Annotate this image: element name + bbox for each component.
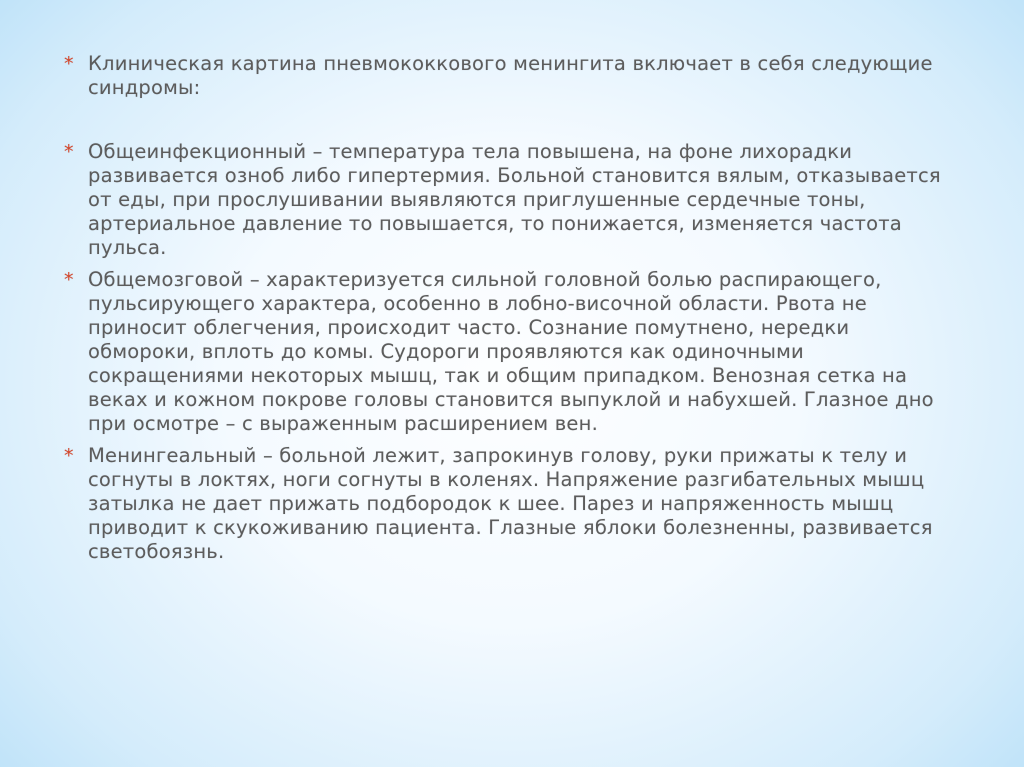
- bullet-cerebral: [62, 268, 962, 436]
- bullet-text: Менингеальный – больной лежит, запрокинув голову, руки прижаты к телу и согнуты в локтях, ноги согнуты в коленях. Напряжение разгибательных мышц затылка не дает прижать подбородок к шее. Парез и напряженность мышц приводит к скукоживанию пациента. Глазные яблоки болезненны, развивается светобоязнь.: [88, 444, 933, 563]
- bullet-general-infectious: [62, 140, 962, 260]
- bullet-text: Общемозговой – характеризуется сильной головной болью распирающего, пульсирующего характера, особенно в лобно-височной области. Рвота не приносит облегчения, происходит часто. Сознание помутнено, нередки обмороки, вплоть до комы. Судороги проявляются как одиночными сокращениями некоторых мышц, так и общим припадком. Венозная сетка на веках и кожном покрове головы становится выпуклой и набухшей. Глазное дно при осмотре – с выраженным расширением вен.: [88, 268, 934, 435]
- bullet-meningeal: [62, 444, 962, 564]
- bullet-star-icon: *: [64, 269, 74, 291]
- bullet-star-icon: *: [64, 141, 74, 163]
- bullet-star-icon: *: [64, 53, 74, 75]
- bullet-text: Общеинфекционный – температура тела повышена, на фоне лихорадки развивается озноб либо гипертермия. Больной становится вялым, отказывается от еды, при прослушивании выявляются приглушенные сердечные тоны, артериальное давление то повышается, то понижается, изменяется частота пульса.: [88, 140, 941, 259]
- bullet-text: Клиническая картина пневмококкового менингита включает в себя следующие синдромы:: [88, 52, 933, 99]
- bullet-list: [62, 52, 962, 564]
- bullet-star-icon: *: [64, 445, 74, 467]
- bullet-intro: [62, 52, 962, 100]
